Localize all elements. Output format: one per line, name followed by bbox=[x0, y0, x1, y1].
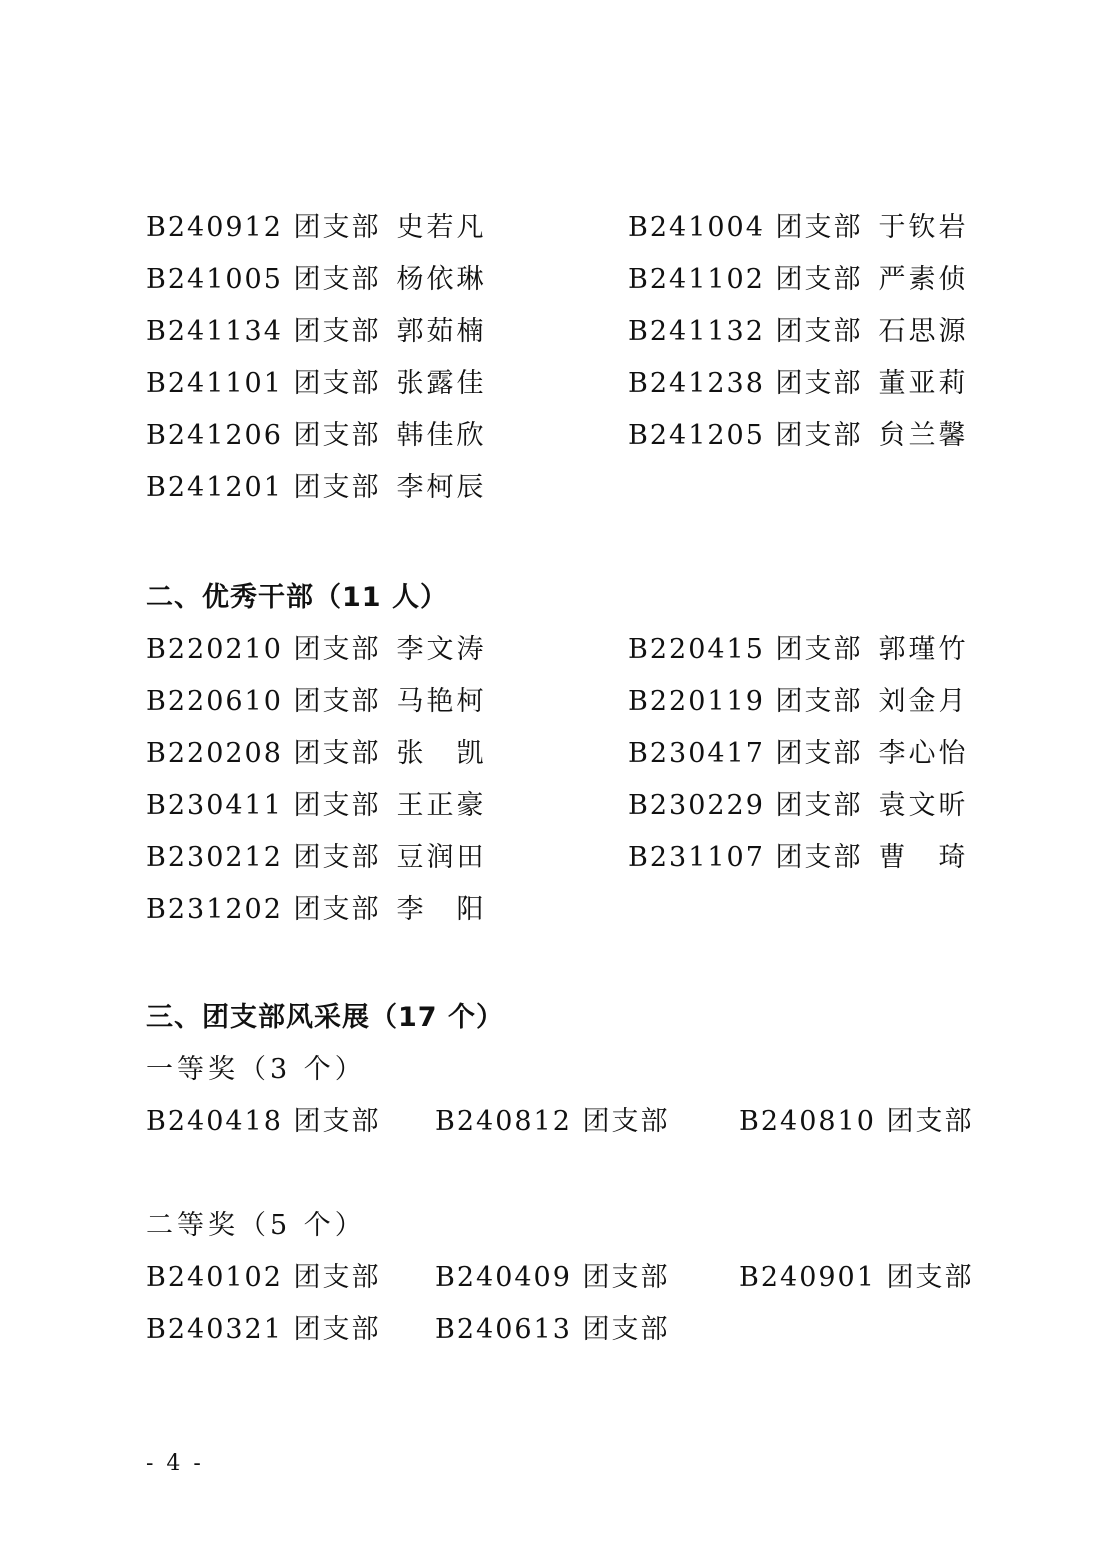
list-item bbox=[146, 724, 487, 776]
unit-name: B220208 团支部 bbox=[146, 737, 381, 769]
person-name: 张露佳 bbox=[396, 367, 487, 399]
list-item bbox=[628, 198, 969, 250]
person-name: 史若凡 bbox=[396, 211, 487, 243]
person-name: 李文涛 bbox=[396, 633, 487, 665]
list-row bbox=[0, 880, 1102, 932]
unit-name: B231202 团支部 bbox=[146, 893, 381, 925]
person-name: 李心怡 bbox=[878, 737, 969, 769]
list-item bbox=[435, 1300, 670, 1352]
person-name: 于钦岩 bbox=[878, 211, 969, 243]
list-item bbox=[146, 672, 487, 724]
list-row bbox=[0, 776, 1102, 828]
list-item bbox=[435, 1248, 670, 1300]
list-item bbox=[146, 776, 487, 828]
list-item bbox=[146, 620, 487, 672]
person-name: 郭茹楠 bbox=[396, 315, 487, 347]
unit-name: B230212 团支部 bbox=[146, 841, 381, 873]
list-row bbox=[0, 672, 1102, 724]
unit-name: B241201 团支部 bbox=[146, 471, 381, 503]
list-item bbox=[739, 1092, 974, 1144]
list-item bbox=[628, 672, 969, 724]
list-item bbox=[628, 406, 969, 458]
unit-name: B241005 团支部 bbox=[146, 263, 381, 295]
unit-name: B220610 团支部 bbox=[146, 685, 381, 717]
list-item bbox=[146, 880, 487, 932]
list-item bbox=[146, 828, 487, 880]
person-name: 王正豪 bbox=[396, 789, 487, 821]
unit-name: B240613 团支部 bbox=[435, 1313, 670, 1345]
person-name: 韩佳欣 bbox=[396, 419, 487, 451]
person-name: 董亚莉 bbox=[878, 367, 969, 399]
person-name: 刘金月 bbox=[878, 685, 969, 717]
list-item bbox=[628, 302, 969, 354]
unit-name: B240321 团支部 bbox=[146, 1313, 381, 1345]
unit-name: B220119 团支部 bbox=[628, 685, 863, 717]
person-name: 贠兰馨 bbox=[878, 419, 969, 451]
person-name: 杨依琳 bbox=[396, 263, 487, 295]
first-prize-label: 一等奖（3 个） bbox=[146, 1053, 366, 1085]
unit-name: B230411 团支部 bbox=[146, 789, 381, 821]
unit-name: B241134 团支部 bbox=[146, 315, 381, 347]
unit-name: B240912 团支部 bbox=[146, 211, 381, 243]
person-name: 张 凯 bbox=[396, 737, 487, 769]
person-name: 李 阳 bbox=[396, 893, 487, 925]
unit-name: B231107 团支部 bbox=[628, 841, 863, 873]
unit-name: B240409 团支部 bbox=[435, 1261, 670, 1293]
unit-name: B240418 团支部 bbox=[146, 1105, 381, 1137]
unit-name: B240102 团支部 bbox=[146, 1261, 381, 1293]
list-item bbox=[628, 776, 969, 828]
list-item bbox=[146, 198, 487, 250]
unit-name: B220210 团支部 bbox=[146, 633, 381, 665]
list-item bbox=[146, 1248, 381, 1300]
second-prize-label: 二等奖（5 个） bbox=[146, 1209, 366, 1241]
unit-name: B240812 团支部 bbox=[435, 1105, 670, 1137]
person-name: 石思源 bbox=[878, 315, 969, 347]
unit-name: B240810 团支部 bbox=[739, 1105, 974, 1137]
list-item bbox=[146, 1092, 381, 1144]
list-row bbox=[0, 620, 1102, 672]
section-heading-outstanding-cadres: 二、优秀干部（11 人） bbox=[146, 581, 448, 613]
person-name: 袁文昕 bbox=[878, 789, 969, 821]
unit-name: B220415 团支部 bbox=[628, 633, 863, 665]
list-item bbox=[146, 1300, 381, 1352]
unit-name: B230229 团支部 bbox=[628, 789, 863, 821]
section-heading-branch-showcase: 三、团支部风采展（17 个） bbox=[146, 1001, 504, 1033]
unit-name: B241206 团支部 bbox=[146, 419, 381, 451]
unit-name: B241132 团支部 bbox=[628, 315, 863, 347]
person-name: 马艳柯 bbox=[396, 685, 487, 717]
page-number: - 4 - bbox=[146, 1450, 204, 1476]
list-item bbox=[146, 406, 487, 458]
unit-name: B241101 团支部 bbox=[146, 367, 381, 399]
person-name: 李柯辰 bbox=[396, 471, 487, 503]
person-name: 郭瑾竹 bbox=[878, 633, 969, 665]
list-item bbox=[435, 1092, 670, 1144]
unit-name: B230417 团支部 bbox=[628, 737, 863, 769]
unit-name: B241238 团支部 bbox=[628, 367, 863, 399]
list-row bbox=[0, 1300, 1102, 1352]
list-row bbox=[0, 198, 1102, 250]
list-item bbox=[146, 302, 487, 354]
list-item bbox=[628, 354, 969, 406]
list-row bbox=[0, 302, 1102, 354]
list-row bbox=[0, 406, 1102, 458]
list-row bbox=[0, 828, 1102, 880]
list-item bbox=[628, 620, 969, 672]
unit-name: B241004 团支部 bbox=[628, 211, 863, 243]
list-item bbox=[739, 1248, 974, 1300]
unit-name: B240901 团支部 bbox=[739, 1261, 974, 1293]
list-item bbox=[628, 724, 969, 776]
list-row bbox=[0, 250, 1102, 302]
person-name: 曹 琦 bbox=[878, 841, 969, 873]
list-item bbox=[628, 250, 969, 302]
list-row bbox=[0, 354, 1102, 406]
list-row bbox=[0, 1092, 1102, 1144]
list-item bbox=[146, 458, 487, 510]
person-name: 豆润田 bbox=[396, 841, 487, 873]
list-item bbox=[146, 250, 487, 302]
person-name: 严素侦 bbox=[878, 263, 969, 295]
list-row bbox=[0, 458, 1102, 510]
unit-name: B241102 团支部 bbox=[628, 263, 863, 295]
list-item bbox=[628, 828, 969, 880]
list-row bbox=[0, 724, 1102, 776]
unit-name: B241205 团支部 bbox=[628, 419, 863, 451]
list-item bbox=[146, 354, 487, 406]
list-row bbox=[0, 1248, 1102, 1300]
